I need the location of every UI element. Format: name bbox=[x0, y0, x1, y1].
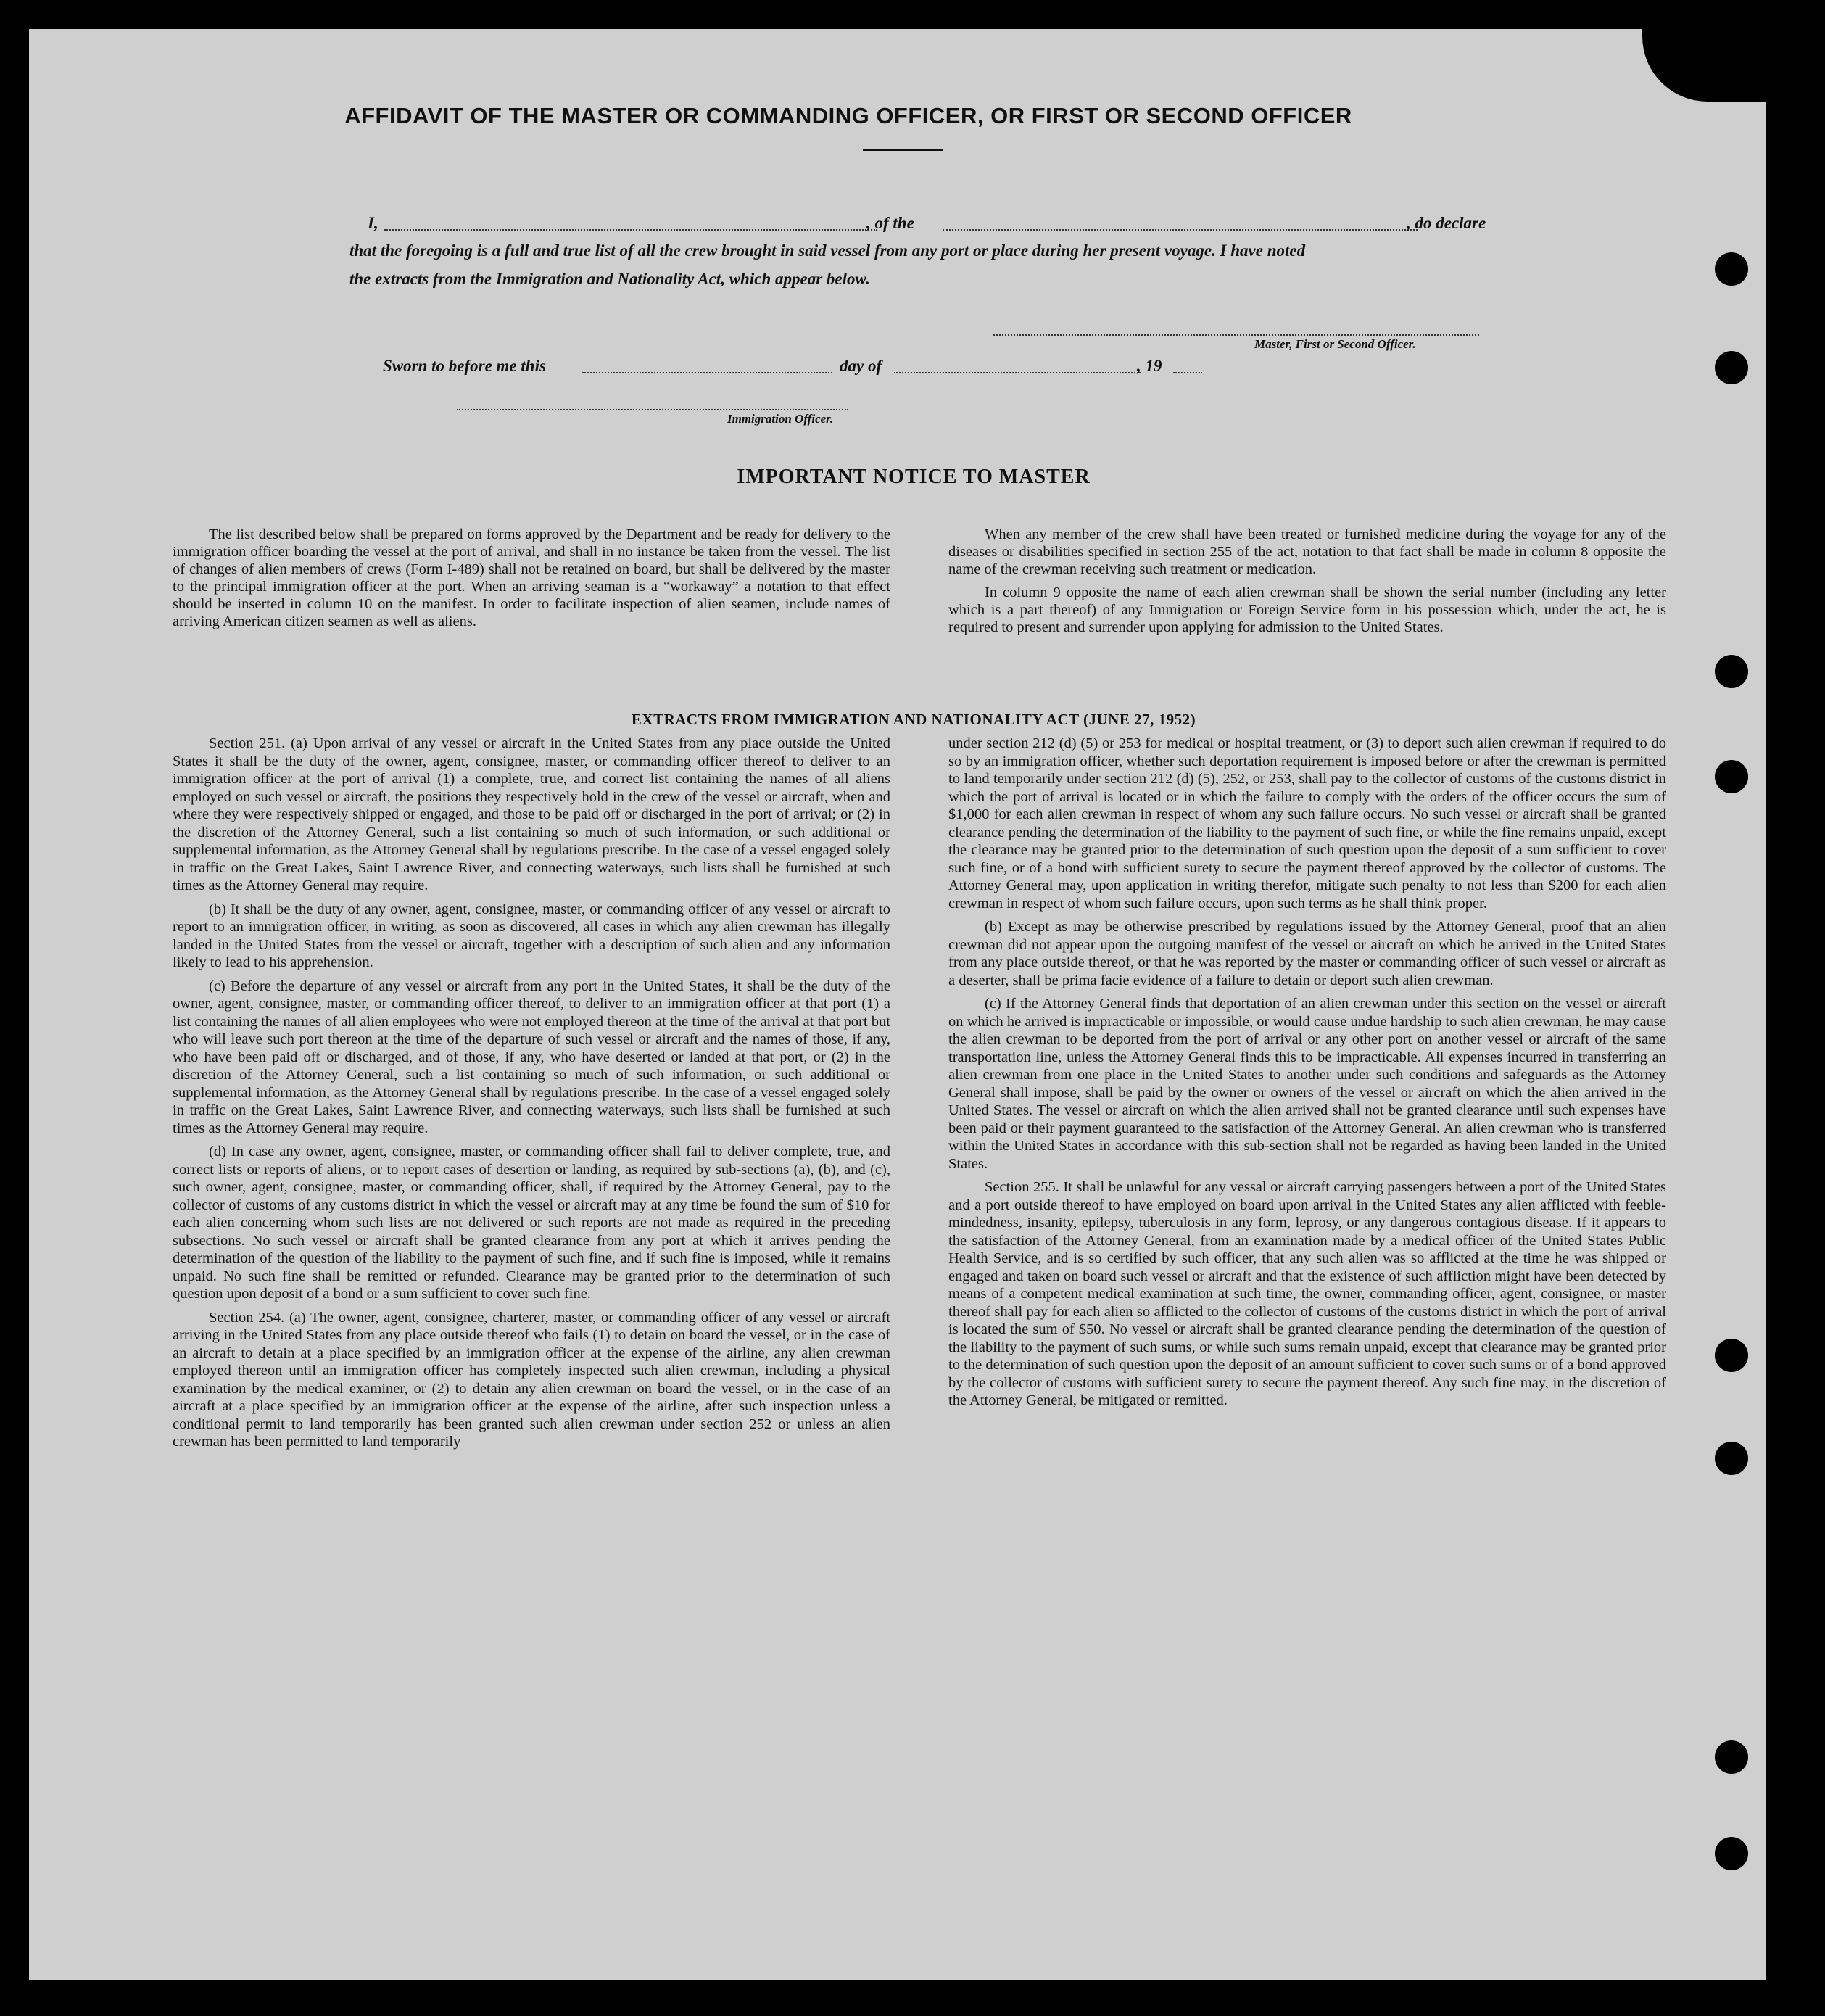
title-rule bbox=[863, 149, 943, 151]
extract-paragraph: (d) In case any owner, agent, consignee, master, or commanding officer shall fail to deliver complete, true, and correct lists or reports of aliens, or to report cases of desertion or landing, as required by sub-sections (a), (b), and (c), such owner, agent, consignee, master, or commanding officer, shall, if required by the Attorney General, pay to the collector of customs of any customs district in which the vessel or aircraft may at any time be found the sum of $10 for each alien concerning whom such lists are not delivered or such reports are not made as required in the preceding subsections. No such vessel or aircraft shall be granted clearance from any port at which it arrives pending the determination of the question of the liability to the payment of such fine, and if such fine is imposed, while it remains unpaid. No such fine shall be remitted or refunded. Clearance may be granted prior to the determination of such question upon deposit of a bond or a sum sufficient to cover such fine. bbox=[173, 1144, 890, 1302]
notice-paragraph: The list described below shall be prepared on forms approved by the Department and be ready for delivery to the immigration officer boarding the vessel at the port of arrival, and shall in no instance be taken from the vessel. The list of changes of alien members of crews (Form I-489) shall not be retained on board, but shall be delivered by the master to the principal immigration officer at the port. When an arriving seaman is a “workaway” a notation to that effect should be inserted in column 10 on the manifest. In order to facilitate inspection of alien seamen, include names of arriving American citizen seamen as well as aliens. bbox=[173, 526, 890, 629]
sworn-month-field[interactable] bbox=[894, 372, 1141, 373]
notice-right-column bbox=[948, 526, 1666, 642]
binder-hole bbox=[1715, 252, 1748, 286]
extracts-right-column bbox=[948, 735, 1666, 1416]
binder-hole bbox=[1715, 655, 1748, 688]
declarant-name-field[interactable] bbox=[384, 229, 877, 231]
extract-paragraph: Section 251. (a) Upon arrival of any vessel or aircraft in the United States from any place outside the United States it shall be the duty of the owner, agent, consignee, master, or commanding officer thereof to deliver to an immigration officer at the port of arrival (1) a complete, true, and correct list containing the names of all aliens employed on such vessel or aircraft, the positions they respectively hold in the crew of the vessel or aircraft, when and where they were respectively shipped or engaged, and those to be paid off or discharged in the port of arrival; or (2) in the discretion of the Attorney General, such a list containing so much of such information, or such additional or supplemental information, as the Attorney General shall by regulations prescribe. In the case of a vessel engaged solely in traffic on the Great Lakes, Saint Lawrence River, and connecting waterways, such lists shall be furnished at such times as the Attorney General may require. bbox=[173, 735, 890, 893]
binder-hole bbox=[1715, 1442, 1748, 1475]
binder-hole bbox=[1715, 760, 1748, 793]
vessel-label: , of the bbox=[866, 214, 914, 232]
sworn-year-field[interactable] bbox=[1173, 372, 1202, 373]
declare-label: , do declare bbox=[1407, 214, 1486, 232]
statement-line-1: that the foregoing is a full and true list of all the crew brought in said vessel from any port or place during her present voyage. I have noted bbox=[349, 241, 1306, 260]
extract-paragraph: (b) Except as may be otherwise prescribed by regulations issued by the Attorney General, proof that an alien crewman did not appear upon the outgoing manifest of the vessel or aircraft on which he arrived in the United States from any place outside thereof, or that he was reported by the master or commanding officer of such vessel or aircraft as a deserter, shall be prima facie evidence of a failure to detain or deport such alien crewman. bbox=[948, 919, 1666, 988]
binder-hole bbox=[1715, 1740, 1748, 1774]
statement-line-2: the extracts from the Immigration and Nationality Act, which appear below. bbox=[349, 270, 870, 288]
immigration-officer-caption: Immigration Officer. bbox=[727, 412, 834, 426]
binder-hole bbox=[1715, 1339, 1748, 1372]
affidavit-title: AFFIDAVIT OF THE MASTER OR COMMANDING OFFICER, OR FIRST OR SECOND OFFICER bbox=[344, 103, 1352, 128]
extract-paragraph: (c) If the Attorney General finds that deportation of an alien crewman under this section on the vessel or aircraft on which he arrived is impracticable or impossible, or would cause undue hardship to such alien crewman, he may cause the alien crewman to be deported from the port of arrival or any other port on another vessel or aircraft of the same transportation line, unless the Attorney General finds this to be impracticable. All expenses incurred in transferring an alien crewman from one place in the United States to another under such conditions and safeguards as the Attorney General shall impose, shall be paid by the owner or owners of the vessel or aircraft on which the alien arrived in the United States. The vessel or aircraft on which the alien arrived shall not be granted clearance until such expenses have been paid or their payment guaranteed to the satisfaction of the Attorney General. An alien crewman who is transferred within the United States in accordance with this sub-section shall not be regarded as having been landed in the United States. bbox=[948, 996, 1666, 1172]
immigration-officer-signature-field[interactable] bbox=[457, 409, 848, 410]
extract-paragraph: Section 255. It shall be unlawful for any vessal or aircraft carrying passengers between a port of the United States and a port outside thereof to have employed on board upon arrival in the United States any alien afflicted with feeble-mindedness, insanity, epilepsy, tuberculosis in any form, leprosy, or any dangerous contagious disease. If it appears to the satisfaction of the Attorney General, from an examination made by a medical officer of the United States Public Health Service, and is so certified by such officer, that any such alien was so afflicted at the time he was shipped or engaged and taken on board such vessel or aircraft and that the existence of such affliction might have been detected by means of a competent medical examination at such time, the owner, commanding officer, agent, consignee, or master thereof shall pay for each alien so afflicted to the collector of customs of the customs district in which the port of arrival is located the sum of $50. No vessel or aircraft shall be granted clearance pending the determination of the question of the liability to the payment of such sums, or while such sums remain unpaid, except that clearance may be granted prior to the determination of such question upon the deposit of an amount sufficient to cover such sums or of a bond approved by the collector of customs with sufficient surety to secure the payment thereof. Any such fine may, in the discretion of the Attorney General, be mitigated or remitted. bbox=[948, 1179, 1666, 1408]
extract-paragraph: Section 254. (a) The owner, agent, consignee, charterer, master, or commanding officer of any vessel or aircraft arriving in the United States from any place outside thereof who fails (1) to detain on board the vessel, or in the case of an aircraft to detain at a place specified by an immigration officer at the expense of the airline, any alien crewman employed thereon until an immigration officer has completely inspected such alien crewman, including a physical examination by the medical examiner, or (2) to detain any alien crewman on board the vessel, or in the case of an aircraft at a place specified by an immigration officer at the expense of the airline, after such inspection unless a conditional permit to land temporarily has been granted such alien crewman under section 252 or unless an alien crewman has been permitted to land temporarily bbox=[173, 1309, 890, 1450]
master-signature-field[interactable] bbox=[993, 334, 1479, 336]
notice-paragraph: When any member of the crew shall have been treated or furnished medicine during the voyage for any of the diseases or disabilities specified in section 255 of the act, notation to that fact shall be made in column 8 opposite the name of the crewman receiving such treatment or medication. bbox=[948, 526, 1666, 577]
binder-hole bbox=[1715, 1837, 1748, 1870]
sworn-day-of-label: day of bbox=[840, 357, 882, 375]
extracts-title: EXTRACTS FROM IMMIGRATION AND NATIONALITY ACT (JUNE 27, 1952) bbox=[631, 711, 1196, 728]
sworn-year-label: , 19 bbox=[1137, 357, 1162, 375]
vessel-name-field[interactable] bbox=[943, 229, 1418, 231]
extracts-left-column bbox=[173, 735, 890, 1457]
notice-title: IMPORTANT NOTICE TO MASTER bbox=[737, 466, 1091, 488]
extract-paragraph: under section 212 (d) (5) or 253 for medical or hospital treatment, or (3) to deport such alien crewman if required to do so by an immigration officer, whether such deportation requirement is imposed before or after the crewman is permitted to land temporarily under section 212 (d) (5), 252, or 253, shall pay to the collector of customs of the customs district in which the port of arrival is located or in which the failure to comply with the orders of the officer occurs the sum of $1,000 for each alien crewman in respect of whom any such failure occurs. No such vessel or aircraft shall be granted clearance pending the determination of the liability to the payment of such fine, or while the fine remains unpaid, except the clearance may be granted prior to the determination of such question upon the deposit of a sum sufficient to cover such fine, or of a bond with sufficient surety to secure the payment thereof approved by the collector of customs. The Attorney General may, upon application in writing therefor, mitigate such penalty to not less than $200 for each alien crewman in respect of whom such failure occurs, upon such terms as he shall think proper. bbox=[948, 735, 1666, 912]
master-signature-caption: Master, First or Second Officer. bbox=[1254, 337, 1416, 351]
declarant-label: I, bbox=[368, 214, 378, 232]
extract-paragraph: (c) Before the departure of any vessel or aircraft from any port in the United States, it shall be the duty of the owner, agent, consignee, master, or commanding officer thereof, to deliver to an immigration officer at that port (1) a list containing the names of all alien employees who were not employed thereon at the time of the arrival at that port but who will leave such port thereon at the time of the departure of such vessel or aircraft and the names of those, if any, who have been paid off or discharged, and of those, if any, who have deserted or landed at that port, or (2) in the discretion of the Attorney General, such a list containing so much of such information, or such additional or supplemental information, as the Attorney General shall by regulations prescribe. In the case of a vessel engaged solely in traffic on the Great Lakes, Saint Lawrence River, and connecting waterways, such lists shall be furnished at such times as the Attorney General may require. bbox=[173, 978, 890, 1136]
notice-left-column bbox=[173, 526, 890, 636]
extract-paragraph: (b) It shall be the duty of any owner, agent, consignee, master, or commanding officer of any vessel or aircraft to report to an immigration officer, in writing, as soon as discovered, all cases in which any alien crewman has illegally landed in the United States from the vessel or aircraft, together with a description of such alien and any information likely to lead to his apprehension. bbox=[173, 901, 890, 970]
binder-hole bbox=[1715, 351, 1748, 384]
sworn-prefix: Sworn to before me this bbox=[383, 357, 546, 375]
sworn-day-field[interactable] bbox=[582, 372, 832, 373]
notice-paragraph: In column 9 opposite the name of each alien crewman shall be shown the serial number (including any letter which is a part thereof) of any Immigration or Foreign Service form in his possession which, under the act, he is required to present and surrender upon applying for admission to the United States. bbox=[948, 584, 1666, 635]
